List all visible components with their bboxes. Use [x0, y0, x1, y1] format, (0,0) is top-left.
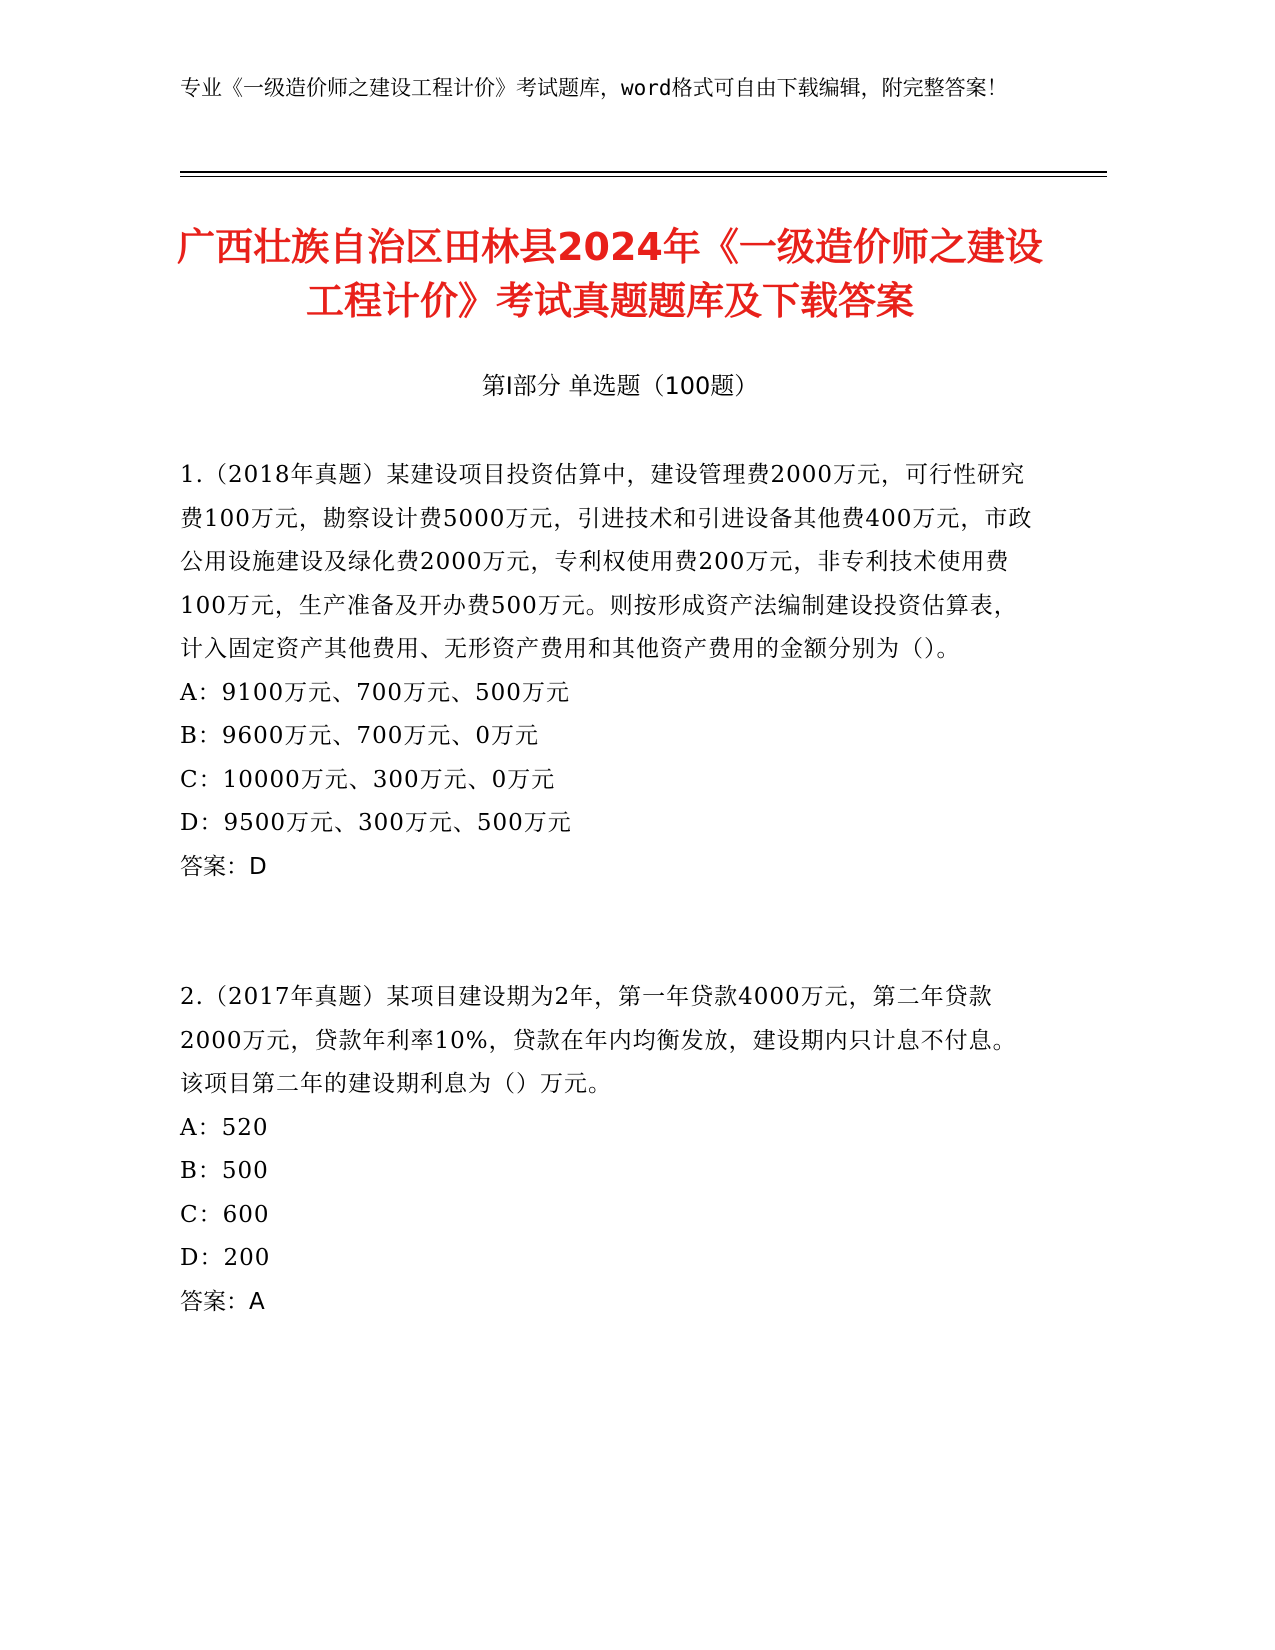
answer-line: 答案：D: [180, 853, 267, 880]
header-divider-thick: [180, 171, 1107, 173]
document-title: 广西壮族自治区田林县2024年《一级造价师之建设工程计价》考试真题题库及下载答案: [177, 225, 1043, 323]
header-divider-thin: [180, 176, 1107, 177]
option-a: A：9100万元、700万元、500万元: [180, 679, 570, 706]
option-d: D：9500万元、300万元、500万元: [180, 810, 572, 836]
answer-line: 答案：A: [180, 1288, 265, 1315]
option-c: C：600: [180, 1201, 270, 1228]
option-d: D：200: [180, 1245, 271, 1271]
option-c: C：10000万元、300万元、0万元: [180, 766, 556, 793]
question-1: [180, 454, 1040, 889]
question-stem: 2.（2017年真题）某项目建设期为2年，第一年贷款4000万元，第二年贷款2000万元，贷款年利率10%，贷款在年内均衡发放，建设期内只计息不付息。该项目第二年的建设期利息为（）万元。: [180, 984, 1017, 1097]
question-stem: 1.（2018年真题）某建设项目投资估算中，建设管理费2000万元，可行性研究费100万元，勘察设计费5000万元，引进技术和引进设备其他费400万元，市政公用设施建设及绿化费2000万元，专利权使用费200万元，非专利技术使用费100万元，生产准备及开办费500万元。则按形成资产法编制建设投资估算表，计入固定资产其他费用、无形资产费用和其他资产费用的金额分别为（）。: [180, 462, 1033, 662]
question-2: [180, 976, 1040, 1324]
option-b: B：9600万元、700万元、0万元: [180, 723, 539, 749]
header-note: 专业《一级造价师之建设工程计价》考试题库，word格式可自由下载编辑，附完整答案！: [180, 76, 1008, 100]
section-title: 第I部分 单选题（100题）: [481, 372, 759, 400]
option-b: B：500: [180, 1158, 269, 1184]
option-a: A：520: [180, 1114, 269, 1141]
